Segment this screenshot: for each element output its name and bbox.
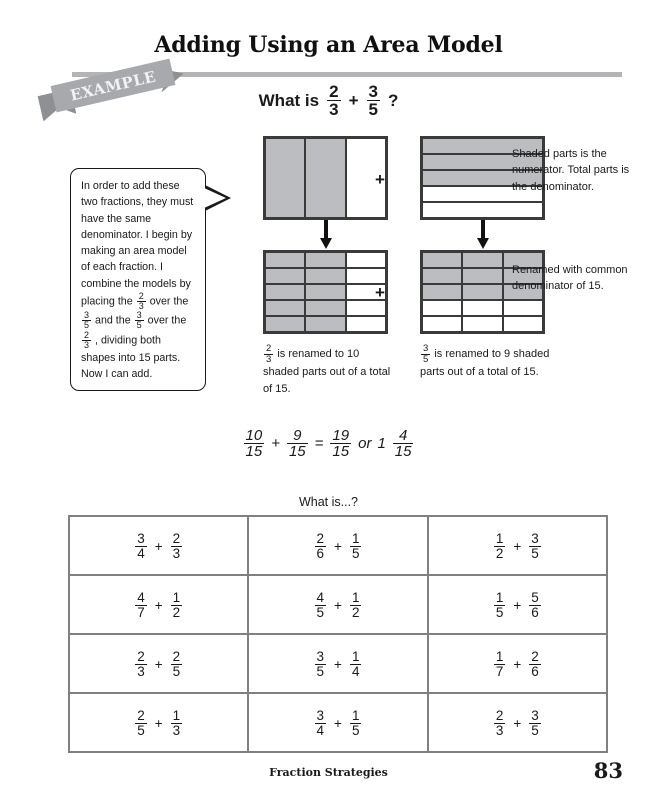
numerator: 2 — [329, 82, 339, 101]
practice-fraction-right — [529, 591, 541, 620]
numerator: 3 — [316, 648, 325, 664]
table-row — [69, 516, 607, 575]
practice-fraction-left — [135, 591, 147, 620]
question-operator: + — [348, 90, 359, 110]
numerator: 2 — [137, 648, 145, 664]
practice-cell-r1-c2[interactable] — [248, 516, 427, 575]
explanation-bubble — [70, 168, 206, 391]
result-or-text: or — [358, 435, 372, 453]
bubble-text-part-4: over the — [147, 314, 187, 327]
practice-expression — [493, 532, 542, 561]
numerator: 4 — [137, 589, 145, 605]
model-cell — [462, 316, 502, 332]
numerator: 3 — [531, 707, 539, 723]
practice-cell-r3-c1[interactable] — [69, 634, 248, 693]
denominator: 4 — [137, 545, 145, 561]
note-numerator-denominator: Shaded parts is the numerator. Total parts is the denominator. — [512, 148, 630, 193]
plus-sign-top: + — [375, 170, 385, 189]
practice-expression — [314, 532, 363, 561]
model-cell — [265, 268, 305, 284]
denominator: 5 — [316, 663, 325, 679]
practice-cell-r2-c2[interactable] — [248, 575, 427, 634]
denominator: 6 — [531, 604, 539, 620]
denominator: 6 — [316, 545, 325, 561]
bubble-text-part-5: , dividing both shapes into 15 parts. Now I can add. — [81, 334, 181, 381]
numerator: 2 — [172, 648, 181, 664]
caption-left-fraction — [264, 344, 273, 364]
practice-cell-r4-c3[interactable] — [428, 693, 607, 752]
practice-fraction-left — [315, 709, 327, 738]
caption-right — [420, 344, 552, 381]
practice-fraction-left — [135, 650, 147, 679]
practice-fraction-right — [171, 650, 183, 679]
numerator: 1 — [351, 530, 360, 546]
denominator: 3 — [172, 722, 181, 738]
page-title: Adding Using an Area Model — [154, 32, 503, 58]
result-mixed-fraction — [393, 428, 414, 460]
practice-operator: + — [154, 715, 163, 731]
practice-expression — [134, 532, 183, 561]
denominator: 4 — [316, 722, 325, 738]
bubble-fraction-d — [82, 331, 91, 350]
practice-cell-r2-c1[interactable] — [69, 575, 248, 634]
result-term-1 — [244, 428, 265, 460]
example-question — [0, 83, 657, 119]
numerator: 1 — [172, 707, 181, 723]
numerator: 5 — [531, 589, 539, 605]
denominator: 3 — [495, 722, 504, 738]
numerator: 3 — [316, 707, 325, 723]
area-model-renamed-left — [263, 250, 388, 334]
practice-cell-r3-c2[interactable] — [248, 634, 427, 693]
footer-page-number: 83 — [593, 758, 623, 783]
numerator: 1 — [351, 589, 360, 605]
practice-cell-r2-c3[interactable] — [428, 575, 607, 634]
numerator: 3 — [137, 530, 145, 546]
numerator: 1 — [495, 648, 504, 664]
denominator: 7 — [137, 604, 145, 620]
practice-fraction-right — [529, 650, 541, 679]
model-cell — [305, 268, 345, 284]
denominator: 3 — [84, 339, 90, 350]
numerator: 1 — [351, 648, 360, 664]
footer-title: Fraction Strategies — [269, 766, 388, 779]
denominator: 2 — [495, 545, 504, 561]
numerator: 3 — [84, 310, 90, 321]
practice-cell-r3-c3[interactable] — [428, 634, 607, 693]
numerator: 1 — [172, 589, 181, 605]
practice-operator: + — [154, 538, 163, 554]
model-cell — [305, 284, 345, 300]
practice-expression — [314, 709, 363, 738]
practice-expression — [134, 709, 183, 738]
bubble-fraction-c — [135, 311, 144, 330]
numerator: 3 — [136, 310, 142, 321]
numerator: 10 — [245, 427, 263, 444]
denominator: 6 — [531, 663, 539, 679]
practice-fraction-right — [171, 591, 183, 620]
numerator: 2 — [266, 343, 272, 354]
practice-fraction-right — [529, 532, 541, 561]
caption-right-fraction — [421, 344, 430, 364]
question-fraction-1 — [327, 83, 340, 119]
practice-fraction-right — [529, 709, 541, 738]
numerator: 9 — [293, 427, 302, 444]
model-cell — [422, 268, 462, 284]
practice-fraction-right — [350, 591, 362, 620]
practice-expression — [134, 591, 183, 620]
model-cell — [265, 138, 305, 218]
bubble-fraction-b — [82, 311, 91, 330]
ribbon-label-text: EXAMPLE — [68, 66, 158, 105]
result-term-2 — [287, 428, 308, 460]
model-cell — [503, 316, 543, 332]
numerator: 2 — [495, 707, 504, 723]
model-cell — [422, 284, 462, 300]
denominator: 3 — [329, 100, 339, 120]
practice-cell-r1-c1[interactable] — [69, 516, 248, 575]
practice-operator: + — [334, 656, 342, 672]
practice-fraction-left — [135, 532, 147, 561]
practice-fraction-right — [350, 709, 362, 738]
denominator: 5 — [351, 722, 360, 738]
bubble-fraction-a — [137, 292, 146, 311]
practice-operator: + — [154, 656, 163, 672]
model-cell — [265, 252, 305, 268]
numerator: 3 — [423, 343, 429, 354]
model-cell — [305, 300, 345, 316]
denominator: 2 — [351, 604, 360, 620]
practice-expression — [314, 650, 363, 679]
practice-operator: + — [334, 715, 342, 731]
model-cell — [422, 316, 462, 332]
denominator: 4 — [351, 663, 360, 679]
denominator: 5 — [136, 320, 142, 331]
practice-operator: + — [513, 597, 522, 613]
practice-fraction-left — [315, 591, 327, 620]
denominator: 5 — [351, 545, 360, 561]
denominator: 15 — [394, 443, 412, 461]
practice-operator: + — [334, 597, 342, 613]
caption-left-text: is renamed to 10 shaded parts out of a total of 15. — [263, 348, 391, 395]
practice-fraction-left — [494, 532, 506, 561]
model-cell — [422, 202, 543, 218]
result-operator-plus: + — [271, 435, 280, 453]
denominator: 5 — [84, 320, 90, 331]
denominator: 3 — [266, 353, 272, 365]
bubble-text-part-2: over the — [149, 295, 189, 308]
denominator: 3 — [172, 545, 181, 561]
denominator: 5 — [172, 663, 181, 679]
practice-operator: + — [513, 656, 522, 672]
practice-operator: + — [334, 538, 342, 554]
model-cell — [462, 300, 502, 316]
numerator: 2 — [172, 530, 181, 546]
practice-fraction-left — [494, 709, 506, 738]
result-mixed-whole: 1 — [377, 435, 386, 453]
model-cell — [503, 300, 543, 316]
denominator: 5 — [316, 604, 325, 620]
practice-fraction-left — [315, 650, 327, 679]
result-sum — [330, 428, 351, 460]
numerator: 1 — [495, 589, 504, 605]
numerator: 2 — [531, 648, 539, 664]
table-row — [69, 693, 607, 752]
question-lead: What is — [258, 90, 320, 110]
numerator: 3 — [368, 82, 378, 101]
caption-left — [263, 344, 395, 397]
practice-fraction-left — [494, 591, 506, 620]
numerator: 4 — [398, 427, 408, 444]
down-arrow-icon-left — [320, 220, 332, 250]
model-cell — [265, 284, 305, 300]
denominator: 15 — [288, 443, 306, 461]
down-arrow-icon-right — [477, 220, 489, 250]
practice-expression — [493, 591, 542, 620]
result-equation — [0, 428, 657, 460]
practice-fraction-right — [171, 709, 183, 738]
practice-heading: What is...? — [298, 495, 359, 509]
numerator: 3 — [531, 530, 539, 546]
denominator: 5 — [137, 722, 145, 738]
practice-expression — [493, 709, 542, 738]
denominator: 5 — [531, 722, 539, 738]
note-common-denominator: Renamed with common denominator of 15. — [512, 264, 628, 293]
model-cell — [346, 316, 386, 332]
plus-sign-bottom: + — [375, 283, 385, 302]
practice-operator: + — [154, 597, 163, 613]
table-row — [69, 575, 607, 634]
model-cell — [305, 138, 345, 218]
model-cell — [265, 316, 305, 332]
caption-right-text: is renamed to 9 shaded parts out of a total of 15. — [420, 348, 550, 379]
practice-expression — [134, 650, 183, 679]
area-model-thirds — [263, 136, 388, 220]
model-cell — [422, 252, 462, 268]
practice-fraction-left — [135, 709, 147, 738]
question-mark: ? — [387, 90, 399, 110]
practice-expression — [493, 650, 542, 679]
numerator: 2 — [316, 530, 325, 546]
result-operator-equals: = — [314, 435, 324, 453]
model-cell — [346, 252, 386, 268]
practice-cell-r4-c1[interactable] — [69, 693, 248, 752]
denominator: 5 — [531, 545, 539, 561]
model-cell — [305, 252, 345, 268]
practice-cell-r4-c2[interactable] — [248, 693, 427, 752]
numerator: 2 — [84, 329, 90, 340]
model-cell — [462, 284, 502, 300]
numerator: 4 — [316, 589, 325, 605]
numerator: 19 — [332, 427, 350, 444]
numerator: 2 — [137, 707, 145, 723]
denominator: 2 — [172, 604, 181, 620]
practice-fraction-right — [171, 532, 183, 561]
numerator: 1 — [495, 530, 504, 546]
denominator: 5 — [368, 100, 378, 120]
practice-fraction-right — [350, 650, 362, 679]
denominator: 15 — [332, 443, 350, 461]
denominator: 3 — [137, 663, 145, 679]
practice-expression — [314, 591, 363, 620]
numerator: 1 — [351, 707, 360, 723]
model-cell — [265, 300, 305, 316]
practice-fraction-left — [494, 650, 506, 679]
denominator: 15 — [245, 443, 263, 461]
denominator: 3 — [138, 301, 144, 312]
practice-table — [68, 515, 608, 753]
practice-fraction-right — [350, 532, 362, 561]
bubble-text-part-1: In order to add these two fractions, they must have the same denominator. I begin by making an area model of each fraction. I combine the models by placing the — [81, 180, 194, 308]
practice-operator: + — [513, 538, 522, 554]
model-cell — [462, 268, 502, 284]
bubble-text-part-3: and the — [95, 314, 131, 327]
model-cell — [422, 300, 462, 316]
model-cell — [462, 252, 502, 268]
table-row — [69, 634, 607, 693]
practice-fraction-left — [315, 532, 327, 561]
denominator: 5 — [423, 353, 429, 365]
denominator: 7 — [495, 663, 504, 679]
denominator: 5 — [495, 604, 504, 620]
model-cell — [305, 316, 345, 332]
practice-operator: + — [513, 715, 522, 731]
model-cell — [346, 268, 386, 284]
numerator: 2 — [138, 290, 144, 301]
question-fraction-2 — [367, 83, 380, 119]
practice-cell-r1-c3[interactable] — [428, 516, 607, 575]
